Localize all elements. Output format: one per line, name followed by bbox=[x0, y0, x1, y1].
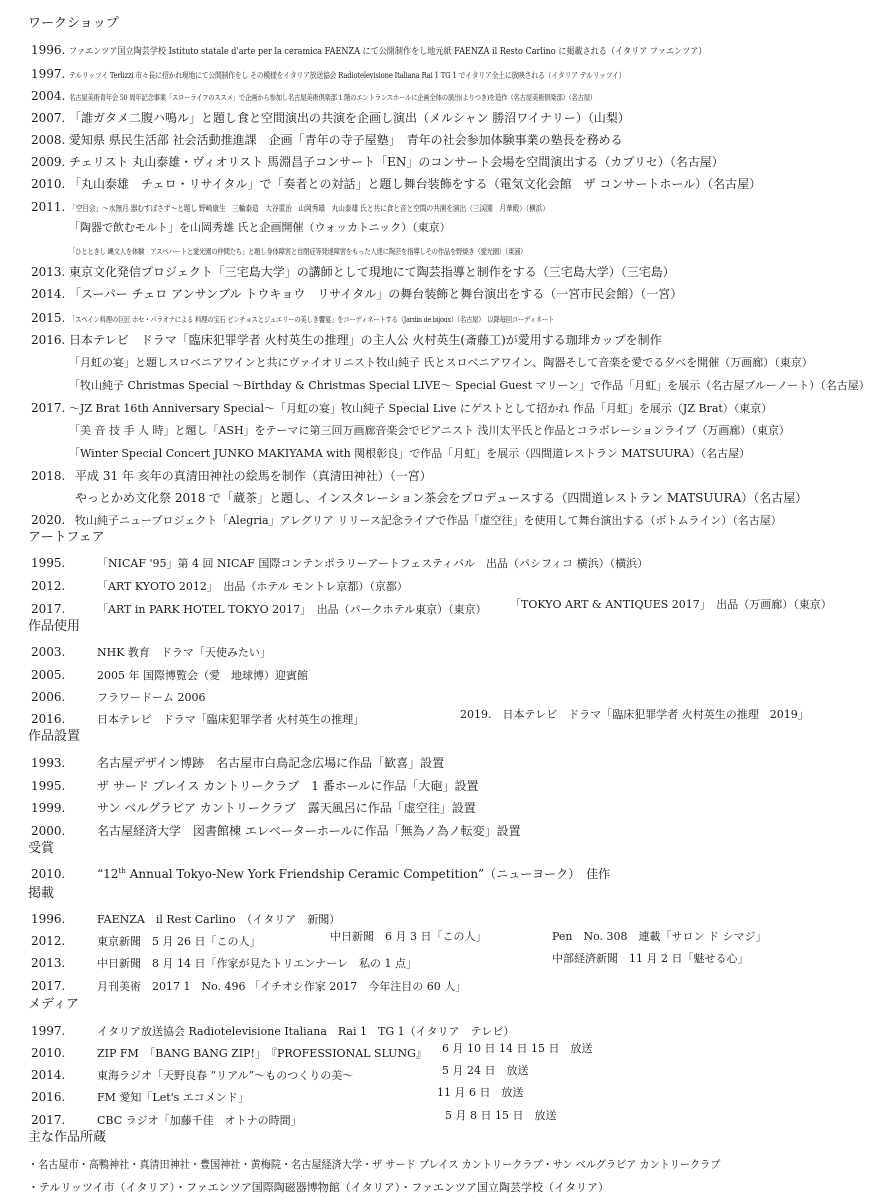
entry-text: 「牧山純子 Christmas Special ～Birthday & Christmas Special LIVE～ Special Guest マリーン」で作品「月虹」を展示（名古屋ブルーノート）（名古屋） bbox=[69, 379, 870, 392]
section-heading-installations: 作品設置 bbox=[28, 729, 81, 744]
year: 2005. bbox=[31, 668, 66, 682]
list-item bbox=[31, 1021, 514, 1039]
entry-text: 「ひとときし 縄文人を体験 アスペハートと愛光園の仲間たち」と題し身体障害と自閉症等発達障害をもった人達に陶芸を指導しその作品を野焼き（愛光園）（東浦） bbox=[69, 247, 527, 256]
list-item bbox=[69, 240, 607, 258]
list-item bbox=[69, 217, 451, 235]
entry-text: ファエンツア国立陶芸学校 Istituto statale d'arte per la ceramica FAENZA にて公開制作をし地元紙 FAENZA il Resto Carlino に掲載される（イタリア ファエンツア） bbox=[69, 47, 707, 57]
list-item bbox=[31, 1087, 249, 1105]
entry-text: CBC ラジオ「加藤千佳 オトナの時間」 bbox=[97, 1114, 302, 1127]
entry-text bbox=[97, 867, 610, 881]
list-item bbox=[69, 420, 790, 438]
year: 2014. bbox=[31, 287, 66, 301]
year: 1997. bbox=[31, 1024, 66, 1038]
entry-text: 「空目会」～水無月 器むすばさず～と題し 野崎康生 三輪泰造 大谷重治 山岡秀雄 丸山泰雄 氏と共に食と音と空間の共演を演出（三渓園 月華殿）（横浜） bbox=[69, 204, 549, 213]
entry-text-secondary: 中日新聞 6 月 3 日「この人」 bbox=[330, 930, 487, 943]
list-item bbox=[31, 798, 476, 816]
list-item bbox=[31, 864, 610, 882]
list-item bbox=[31, 330, 662, 348]
list-item bbox=[31, 398, 772, 416]
year: 2018. bbox=[31, 469, 66, 483]
list-item bbox=[31, 1065, 353, 1083]
section-heading-publications: 掲載 bbox=[28, 886, 55, 901]
entry-text: 「月虹の宴」と題しスロベニアワインと共にヴァイオリニスト牧山純子 氏とスロベニアワイン、陶器そして音楽を愛でる夕べを開催（万画廊）（東京） bbox=[69, 356, 813, 369]
list-item bbox=[31, 1043, 427, 1061]
year: 2016. bbox=[31, 712, 66, 726]
entry-text: 平成 31 年 亥年の真清田神社の絵馬を制作（真清田神社）（一宮） bbox=[75, 469, 432, 483]
collections-line: ・テルリッツイ市（イタリア）・ファエンツア国際陶磁器博物館（イタリア）・ファエンツア国立陶芸学校（イタリア） bbox=[28, 1181, 610, 1194]
entry-text: 東京新聞 5 月 26 日「この人」 bbox=[97, 935, 261, 948]
list-item bbox=[31, 753, 444, 771]
list-item bbox=[31, 642, 271, 660]
year: 1996. bbox=[31, 912, 66, 926]
year: 2009. bbox=[31, 155, 66, 169]
year: 2017. bbox=[31, 979, 66, 993]
year: 2017. bbox=[31, 1113, 66, 1127]
list-item bbox=[69, 352, 813, 370]
year: 2011. bbox=[31, 200, 66, 214]
year: 2012. bbox=[31, 934, 66, 948]
entry-text: 東京文化発信プロジェクト「三宅島大学」の講師として現地にて陶芸指導と制作をする（三宅島大学）（三宅島） bbox=[69, 265, 675, 279]
year: 2000. bbox=[31, 824, 66, 838]
entry-text: やっとかめ文化祭 2018 で「蔵茶」と題し、インスタレーション茶会をプロデュースする（四間道レストラン MATSUURA）（名古屋） bbox=[75, 491, 808, 505]
list-item bbox=[31, 687, 206, 705]
year: 1995. bbox=[31, 779, 66, 793]
list-item bbox=[31, 510, 782, 528]
award-text-start: “12 bbox=[97, 867, 119, 881]
section-heading-awards: 受賞 bbox=[28, 841, 55, 856]
list-item bbox=[31, 284, 682, 302]
entry-text: 牧山純子ニュープロジェクト「Alegria」アレグリア リリース記念ライブで作品「虚空往」を使用して舞台演出する（ボトムライン）（名古屋） bbox=[75, 514, 782, 527]
entry-text-tertiary: Pen No. 308 連載「サロン ド シマジ」 bbox=[552, 930, 767, 943]
year: 1999. bbox=[31, 801, 66, 815]
entry-text: 「スーパー チェロ アンサンブル トウキョウ リサイタル」の舞台装飾と舞台演出をする（一宮市民会館）（一宮） bbox=[69, 287, 683, 301]
list-item bbox=[69, 443, 750, 461]
list-item bbox=[69, 375, 870, 393]
list-item bbox=[31, 953, 417, 971]
list-item bbox=[31, 152, 724, 170]
entry-text: 月刊美術 2017 1 No. 496 「イチオシ作家 2017 今年注目の 60 人」 bbox=[97, 980, 467, 993]
entry-text: テルリッツイ Terlizzi 市々長に招かれ現地にて公開制作をし その模様をイタリア放送協会 Radiotelevisione Italiana Rai 1 TG 1 でイタリア全土に放映される（イタリア テルリッツイ） bbox=[69, 71, 626, 80]
year: 2016. bbox=[31, 333, 66, 347]
entry-text: 「NICAF '95」第 4 回 NICAF 国際コンテンポラリーアートフェスティバル 出品（パシフィコ 横浜）（横浜） bbox=[97, 557, 649, 570]
year: 2006. bbox=[31, 690, 66, 704]
list-item bbox=[31, 776, 478, 794]
list-item bbox=[31, 64, 723, 82]
collections-line: ・名古屋市・高鴨神社・真清田神社・豊国神社・黄梅院・名古屋経済大学・ザ サード プレイス カントリークラブ・サン ベルグラビア カントリークラブ bbox=[28, 1158, 721, 1171]
list-item bbox=[31, 553, 648, 571]
list-item bbox=[31, 821, 521, 839]
year: 2012. bbox=[31, 579, 66, 593]
broadcast-dates: 6 月 10 日 14 日 15 日 放送 bbox=[442, 1042, 593, 1055]
list-item bbox=[28, 1154, 781, 1172]
list-item bbox=[31, 909, 340, 927]
year: 2008. bbox=[31, 133, 66, 147]
entry-text-secondary: 「TOKYO ART & ANTIQUES 2017」 出品（万画廊）（東京） bbox=[510, 598, 832, 611]
section-heading-works-used: 作品使用 bbox=[28, 619, 81, 634]
entry-text: 東海ラジオ「天野良春 “リアル”～ものつくりの美～ bbox=[97, 1069, 354, 1082]
year: 2017. bbox=[31, 401, 66, 415]
entry-text: ZIP FM 「BANG BANG ZIP!」 『PROFESSIONAL SLUNG』 bbox=[97, 1047, 427, 1060]
broadcast-dates: 11 月 6 日 放送 bbox=[437, 1086, 524, 1099]
entry-text: 「ART in PARK HOTEL TOKYO 2017」 出品（パークホテル東京）（東京） bbox=[97, 603, 487, 616]
list-item bbox=[31, 108, 630, 126]
entry-text: 名古屋経済大学 図書館棟 エレベーターホールに作品「無為ノ為ノ転変」設置 bbox=[97, 824, 521, 838]
entry-text: チェリスト 丸山泰雄・ヴィオリスト 馬淵昌子コンサート「EN」のコンサート会場を空間演出する（カプリセ）（名古屋） bbox=[69, 155, 724, 169]
year: 2004. bbox=[31, 89, 66, 103]
list-item bbox=[31, 308, 640, 326]
award-text-end: Annual Tokyo-New York Friendship Ceramic Competition”（ニューヨーク） 佳作 bbox=[125, 867, 611, 881]
section-heading-collections: 主な作品所蔵 bbox=[28, 1130, 107, 1145]
list-item bbox=[31, 599, 487, 617]
section-heading-art-fair: アートフェア bbox=[28, 530, 105, 545]
entry-text: FM 愛知「Let's エコメンド」 bbox=[97, 1091, 249, 1104]
list-item bbox=[31, 174, 761, 192]
entry-text: 愛知県 県民生活部 社会活動推進課 企画「青年の寺子屋塾」 青年の社会参加体験事業の塾長を務める bbox=[69, 133, 623, 147]
section-heading-workshop: ワークショップ bbox=[28, 16, 119, 31]
list-item bbox=[31, 576, 408, 594]
year: 2010. bbox=[31, 177, 66, 191]
entry-text: ザ サード プレイス カントリークラブ 1 番ホールに作品「大砲」設置 bbox=[97, 779, 479, 793]
entry-text: 日本テレビ ドラマ「臨床犯罪学者 火村英生の推理」の主人公 火村英生(斎藤工)が愛用する珈琲カップを制作 bbox=[69, 333, 662, 347]
list-item bbox=[31, 976, 466, 994]
entry-text: 名古屋デザイン博跡 名古屋市白鳥記念広場に作品「歓喜」設置 bbox=[97, 756, 445, 770]
entry-text: 「Winter Special Concert JUNKO MAKIYAMA with 関根彰良」で作品「月虹」を展示（四間道レストラン MATSUURA）（名古屋） bbox=[69, 447, 751, 460]
list-item bbox=[31, 931, 261, 949]
list-item bbox=[28, 1177, 609, 1195]
year: 1996. bbox=[31, 43, 66, 57]
year: 2015. bbox=[31, 311, 66, 325]
entry-text: NHK 教育 ドラマ「天使みたい」 bbox=[97, 646, 271, 659]
entry-text-secondary: 2019. 日本テレビ ドラマ「臨床犯罪学者 火村英生の推理 2019」 bbox=[460, 708, 809, 721]
year: 2013. bbox=[31, 956, 66, 970]
year: 2020. bbox=[31, 513, 66, 527]
list-item bbox=[31, 1110, 302, 1128]
list-item bbox=[31, 262, 675, 280]
award-ordinal-suffix: th bbox=[118, 866, 126, 875]
list-item bbox=[31, 197, 634, 215]
year: 1995. bbox=[31, 556, 66, 570]
entry-text-tertiary: 中部経済新聞 11 月 2 日「魅せる心」 bbox=[552, 952, 749, 965]
entry-text: 「スペイン料理の巨匠 ホセ・パラオナによる 料理の宝石 ピンチョスとジュエリーの美しき饗宴」をコーディネートする（Jardin de bijoux）（名古屋） 以降毎回コーディネート bbox=[69, 315, 555, 324]
entry-text: 「美 音 技 手 人 時」と題し「ASH」をテーマに第三回万画廊音楽会でピアニスト 浅川太平氏と作品とコラボレーションライブ（万画廊）（東京） bbox=[69, 424, 790, 437]
year: 2007. bbox=[31, 111, 66, 125]
year: 2013. bbox=[31, 265, 66, 279]
entry-text: サン ベルグラビア カントリークラブ 露天風呂に作品「虚空往」設置 bbox=[97, 801, 476, 815]
broadcast-dates: 5 月 24 日 放送 bbox=[442, 1064, 529, 1077]
list-item bbox=[31, 86, 689, 104]
broadcast-dates: 5 月 8 日 15 日 放送 bbox=[445, 1109, 557, 1122]
entry-text: 「誰ガタメ二腹ハ鳴ル」と題し食と空間演出の共演を企画し演出（メルシャン 勝沼ワイナリー）（山梨） bbox=[69, 111, 630, 125]
entry-text: ～JZ Brat 16th Anniversary Special～「月虹の宴」牧山純子 Special Live にゲストとして招かれ 作品「月虹」を展示（JZ Brat）（東京） bbox=[69, 402, 773, 415]
year: 2017. bbox=[31, 602, 66, 616]
entry-text: 日本テレビ ドラマ「臨床犯罪学者 火村英生の推理」 bbox=[97, 713, 365, 726]
list-item bbox=[31, 665, 308, 683]
entry-text: 2005 年 国際博覧会（愛 地球博）迎賓館 bbox=[97, 669, 308, 682]
year: 2010. bbox=[31, 1046, 66, 1060]
entry-text: 「ART KYOTO 2012」 出品（ホテル モントレ京都）（京都） bbox=[97, 580, 408, 593]
entry-text: イタリア放送協会 Radiotelevisione Italiana Rai 1 TG 1（イタリア テレビ） bbox=[97, 1025, 515, 1038]
year: 2010. bbox=[31, 867, 66, 881]
section-heading-media: メディア bbox=[28, 997, 79, 1012]
entry-text: 中日新聞 8 月 14 日「作家が見たトリエンナーレ 私の 1 点」 bbox=[97, 957, 418, 970]
year: 2014. bbox=[31, 1068, 66, 1082]
list-item bbox=[31, 466, 432, 484]
year: 2016. bbox=[31, 1090, 66, 1104]
list-item bbox=[31, 40, 777, 58]
year: 1997. bbox=[31, 67, 66, 81]
list-item bbox=[31, 709, 364, 727]
list-item bbox=[75, 488, 807, 506]
year: 2003. bbox=[31, 645, 66, 659]
entry-text: 名古屋美術青年会 50 周年記念事業「スローライフのススメ」で企画から参加し名古屋美術倶楽部 1 階のエントランスホールに企画全体の演出(よりつき)を造作（名古屋美術倶楽部）（名古屋） bbox=[69, 93, 597, 102]
entry-text: 「丸山泰雄 チェロ・リサイタル」で「奏者との対話」と題し舞台装飾をする（電気文化会館 ザ コンサートホール）（名古屋） bbox=[69, 177, 762, 191]
list-item bbox=[31, 130, 623, 148]
entry-text: フラワードーム 2006 bbox=[97, 691, 206, 704]
year: 1993. bbox=[31, 756, 66, 770]
entry-text: FAENZA il Rest Carlino （イタリア 新聞） bbox=[97, 913, 341, 926]
entry-text: 「陶器で飲むモルト」を山岡秀雄 氏と企画開催（ウォッカトニック）（東京） bbox=[69, 221, 451, 234]
